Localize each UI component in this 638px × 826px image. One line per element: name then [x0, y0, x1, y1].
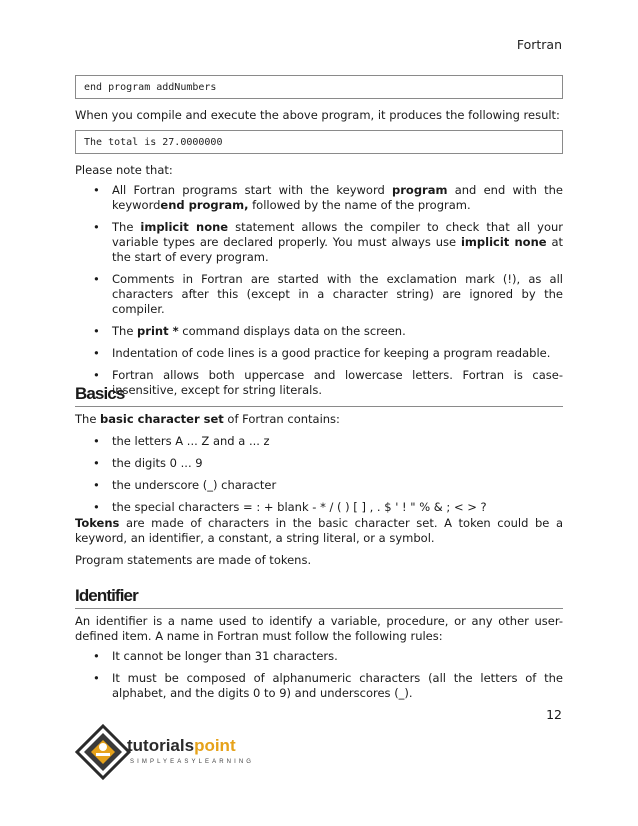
section-heading-identifier: Identifier	[75, 586, 563, 609]
statements-paragraph: Program statements are made of tokens.	[75, 553, 312, 567]
list-item: • Fortran allows both uppercase and lowercase letters. Fortran is case-insensitive, except for string literals.	[75, 368, 563, 398]
list-item: • All Fortran programs start with the keyword program and end with the keywordend program, followed by the name of the program.	[75, 183, 563, 213]
code-block-output: The total is 27.0000000	[75, 130, 563, 154]
list-item: • the special characters = : + blank - * / ( ) [ ] , . $ ' ! " % & ; < > ?	[75, 500, 563, 515]
logo-tagline: SIMPLYEASYLEARNING	[130, 759, 255, 765]
basics-intro: The basic character set of Fortran contains:	[75, 412, 340, 426]
logo-emblem-icon	[75, 724, 265, 784]
notes-list	[75, 183, 563, 405]
list-item: • It cannot be longer than 31 characters.	[75, 649, 563, 664]
logo-brand-b: point	[194, 736, 236, 755]
running-header: Fortran	[516, 37, 562, 52]
character-set-list	[75, 434, 563, 522]
section-heading-basics: Basics	[75, 384, 563, 407]
list-item: • the digits 0 ... 9	[75, 456, 563, 471]
list-item: • The implicit none statement allows the compiler to check that all your variable types are declared properly. You must always use implicit none at the start of every program.	[75, 220, 563, 265]
page-number: 12	[546, 707, 562, 722]
svg-text:tutorialspoint	[127, 736, 236, 755]
identifier-intro: An identifier is a name used to identify a variable, procedure, or any other user-defined item. A name in Fortran must follow the following rules:	[75, 614, 563, 643]
tokens-paragraph: Tokens are made of characters in the basic character set. A token could be a keyword, an identifier, a constant, a string literal, or a symbol.	[75, 516, 563, 545]
list-item: • the underscore (_) character	[75, 478, 563, 493]
list-item: • Indentation of code lines is a good practice for keeping a program readable.	[75, 346, 563, 361]
tutorialspoint-logo	[75, 724, 265, 784]
list-item: • Comments in Fortran are started with the exclamation mark (!), as all characters after this (except in a character string) are ignored by the compiler.	[75, 272, 563, 317]
list-item: • The print * command displays data on the screen.	[75, 324, 563, 339]
note-intro: Please note that:	[75, 163, 173, 177]
identifier-rules-list	[75, 649, 563, 708]
list-item: • the letters A ... Z and a ... z	[75, 434, 563, 449]
list-item: • It must be composed of alphanumeric characters (all the letters of the alphabet, and the digits 0 to 9) and underscores (_).	[75, 671, 563, 701]
logo-brand-a: tutorials	[127, 736, 195, 755]
code-block-end-program: end program addNumbers	[75, 75, 563, 99]
result-intro: When you compile and execute the above program, it produces the following result:	[75, 108, 560, 122]
